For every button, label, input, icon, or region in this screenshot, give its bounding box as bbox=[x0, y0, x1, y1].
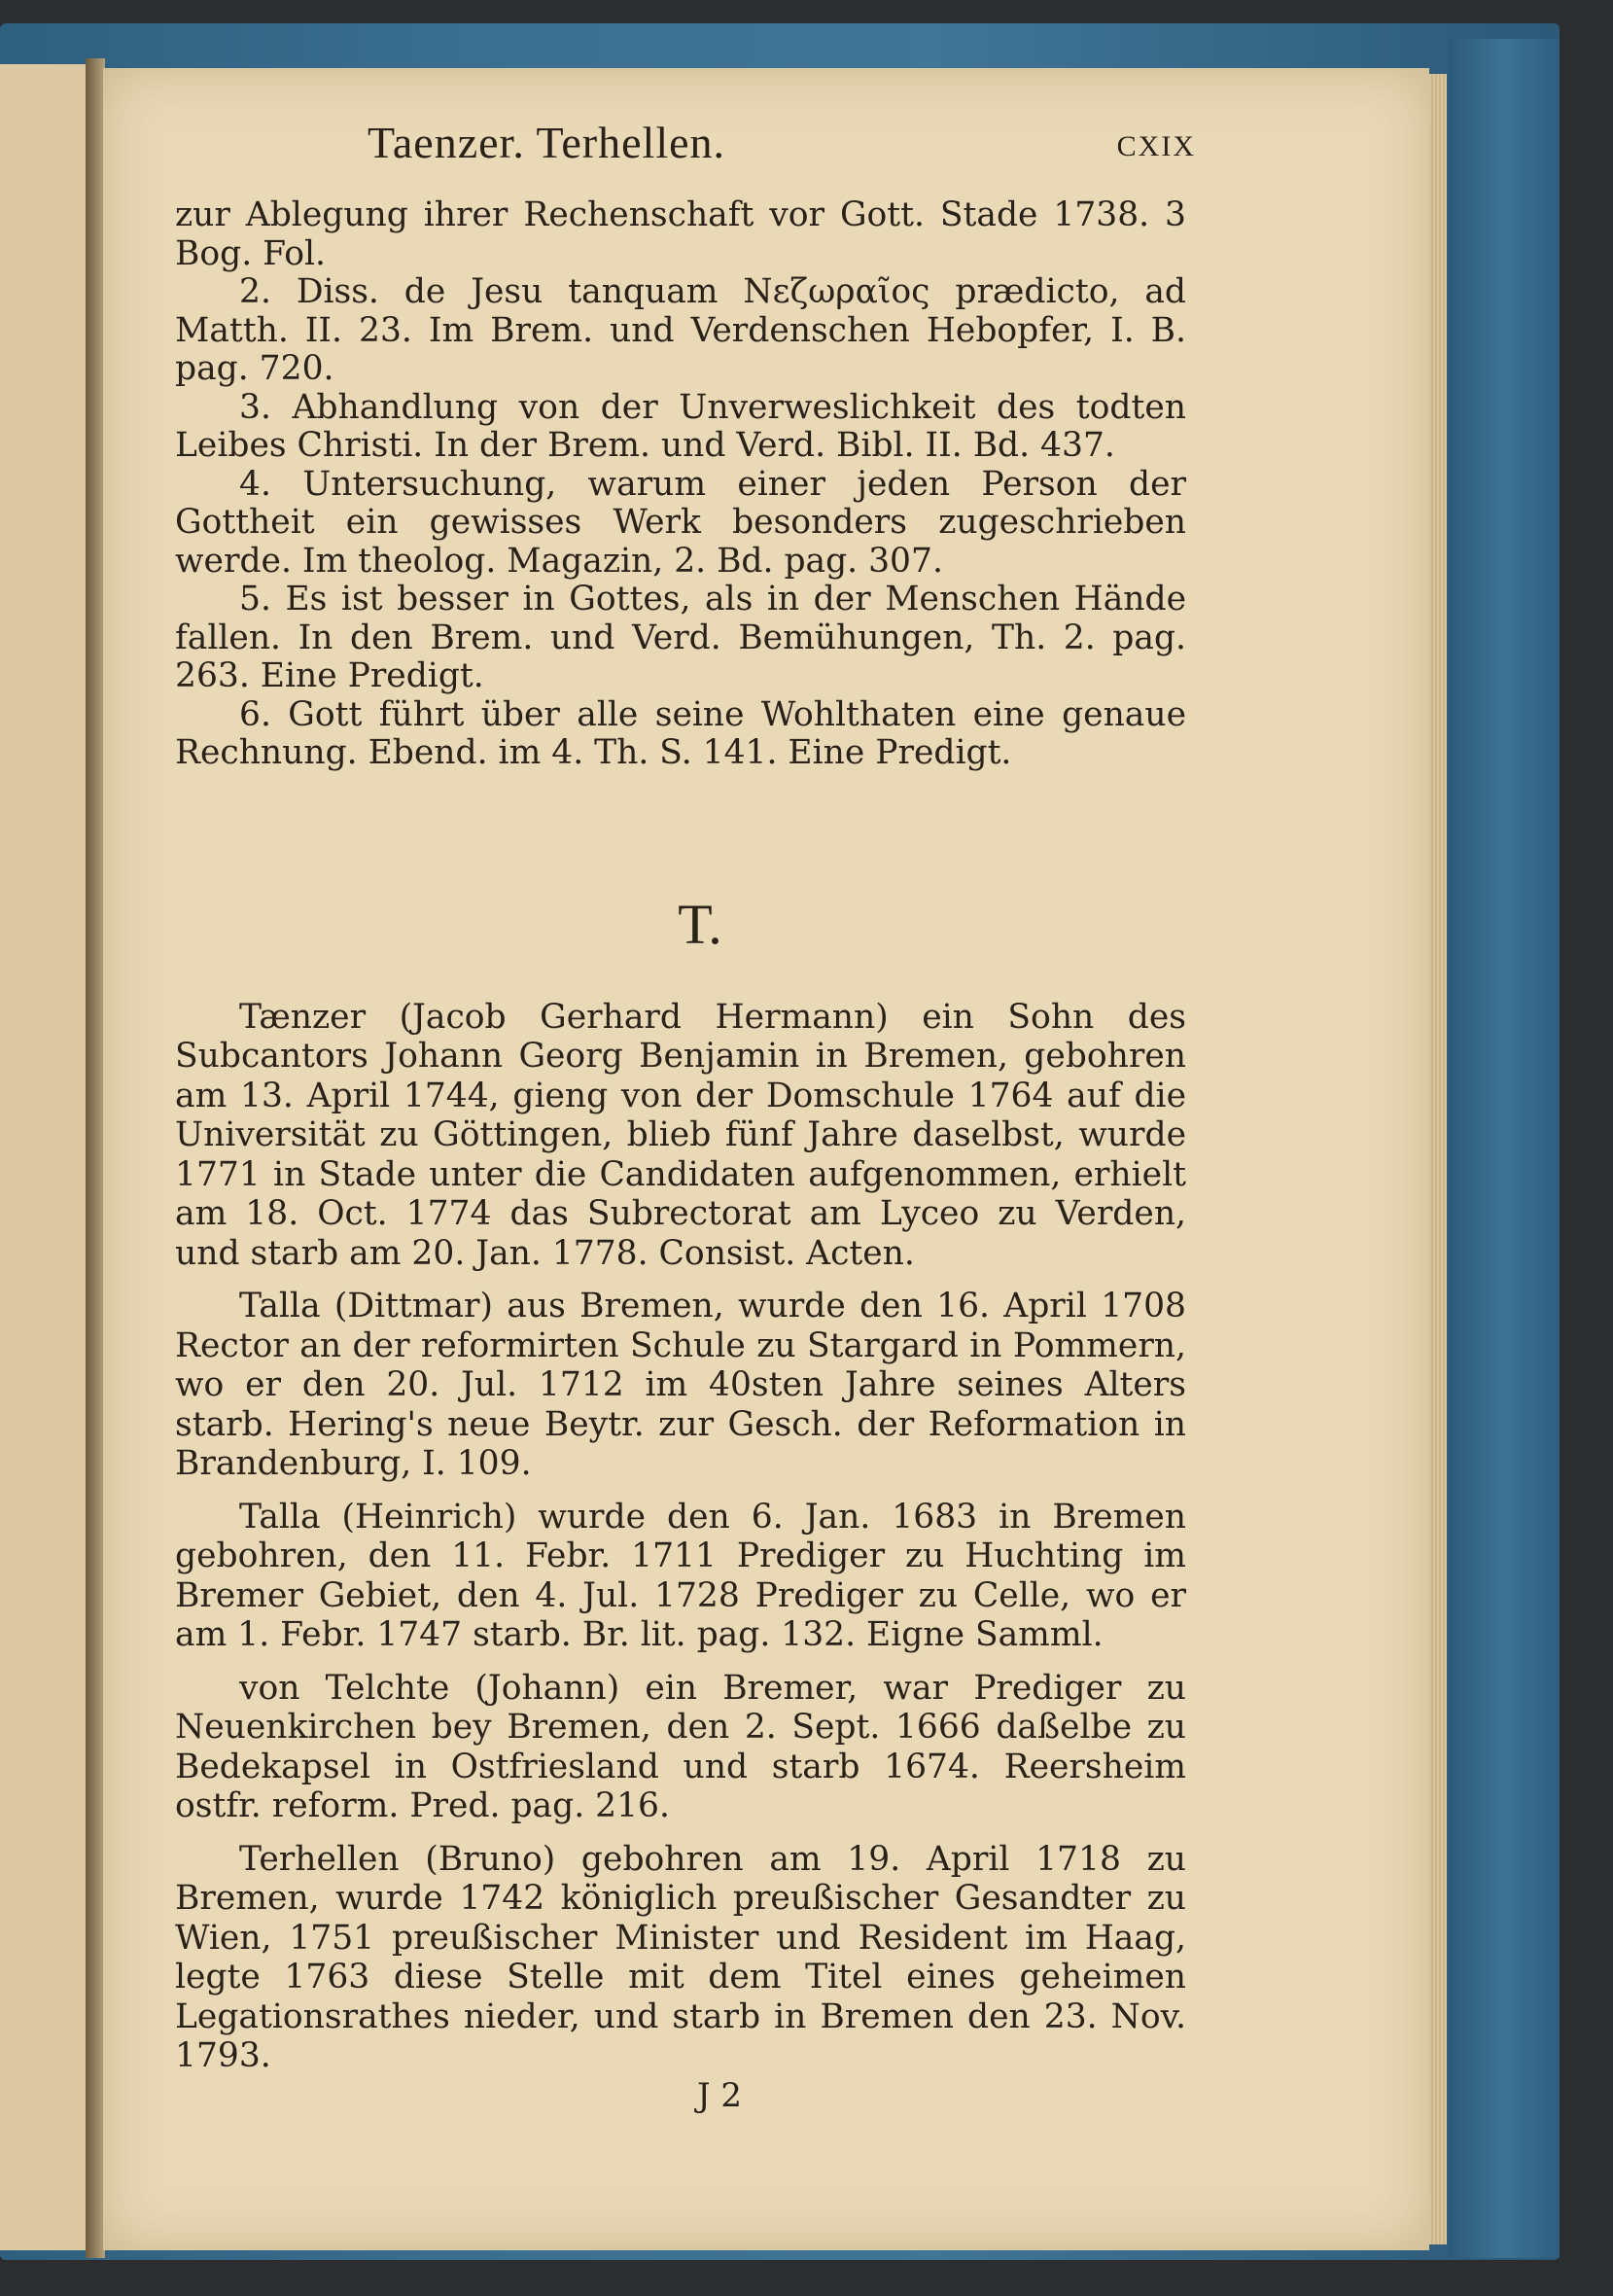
page-content bbox=[175, 109, 1196, 2115]
paragraph: 5. Es ist besser in Gottes, als in der Menschen Hände fallen. In den Brem. und Verd. Bemühungen, Th. 2. pag. 263. Eine Predigt. bbox=[175, 580, 1186, 695]
running-title: Taenzer. Terhellen. bbox=[368, 118, 726, 167]
page-number: CXIX bbox=[1116, 130, 1196, 162]
running-header bbox=[175, 109, 1196, 185]
gutter-shadow bbox=[86, 58, 105, 2258]
entry-terhellen: Terhellen (Bruno) gebohren am 19. April 1718 zu Bremen, wurde 1742 königlich preußischer Gesandter zu Wien, 1751 preußischer Minister und Resident im Haag, legte 1763 diese Stelle mit dem Titel eines geheimen Legationsrathes nieder, und starb in Bremen den 23. Nov. 1793. bbox=[175, 1839, 1186, 2075]
entry-talla-heinrich: Talla (Heinrich) wurde den 6. Jan. 1683 in Bremen gebohren, den 11. Febr. 1711 Prediger zu Huchting im Bremer Gebiet, den 4. Jul. 1728 Prediger zu Celle, wo er am 1. Febr. 1747 starb. Br. lit. pag. 132. Eigne Samml. bbox=[175, 1497, 1186, 1654]
entry-telchte: von Telchte (Johann) ein Bremer, war Prediger zu Neuenkirchen bey Bremen, den 2. Sept. 1666 daßelbe zu Bedekapsel in Ostfriesland und starb 1674. Reersheim ostfr. reform. Pred. pag. 216. bbox=[175, 1668, 1186, 1825]
signature-mark: J 2 bbox=[696, 2075, 743, 2115]
paragraph: 3. Abhandlung von der Unverweslichkeit des todten Leibes Christi. In der Brem. und Verd. Bibl. II. Bd. 437. bbox=[175, 387, 1186, 465]
page-stack-edge bbox=[1429, 74, 1447, 2244]
left-page-edge bbox=[0, 64, 88, 2250]
continued-bibliography bbox=[175, 196, 1186, 773]
paragraph: 6. Gott führt über alle seine Wohlthaten eine genaue Rechnung. Ebend. im 4. Th. S. 141. Eine Predigt. bbox=[175, 694, 1186, 772]
section-heading: T. bbox=[678, 892, 722, 956]
paragraph: zur Ablegung ihrer Rechenschaft vor Gott. Stade 1738. 3 Bog. Fol. bbox=[175, 195, 1186, 273]
paragraph: 4. Untersuchung, warum einer jeden Person der Gottheit ein gewisses Werk besonders zugeschrieben werde. Im theolog. Magazin, 2. Bd. pag. 307. bbox=[175, 464, 1186, 581]
entry-taenzer: Tænzer (Jacob Gerhard Hermann) ein Sohn des Subcantors Johann Georg Benjamin in Bremen, gebohren am 13. April 1744, gieng von der Domschule 1764 auf die Universität zu Göttingen, blieb fünf Jahre daselbst, wurde 1771 in Stade unter die Candidaten aufgenommen, erhielt am 18. Oct. 1774 das Subrectorat am Lyceo zu Verden, und starb am 20. Jan. 1778. Consist. Acten. bbox=[175, 997, 1186, 1273]
entry-talla-dittmar: Talla (Dittmar) aus Bremen, wurde den 16. April 1708 Rector an der reformirten Schule zu Stargard in Pommern, wo er den 20. Jul. 1712 im 40sten Jahre seines Alters starb. Hering's neue Beytr. zur Gesch. der Reformation in Brandenburg, I. 109. bbox=[175, 1287, 1186, 1483]
biographical-entries bbox=[175, 998, 1186, 2076]
paragraph: 2. Diss. de Jesu tanquam Νεζωραῖος prædicto, ad Matth. II. 23. Im Brem. und Verdenschen Hebopfer, I. B. pag. 720. bbox=[175, 272, 1186, 388]
book-spine bbox=[1449, 39, 1560, 2258]
